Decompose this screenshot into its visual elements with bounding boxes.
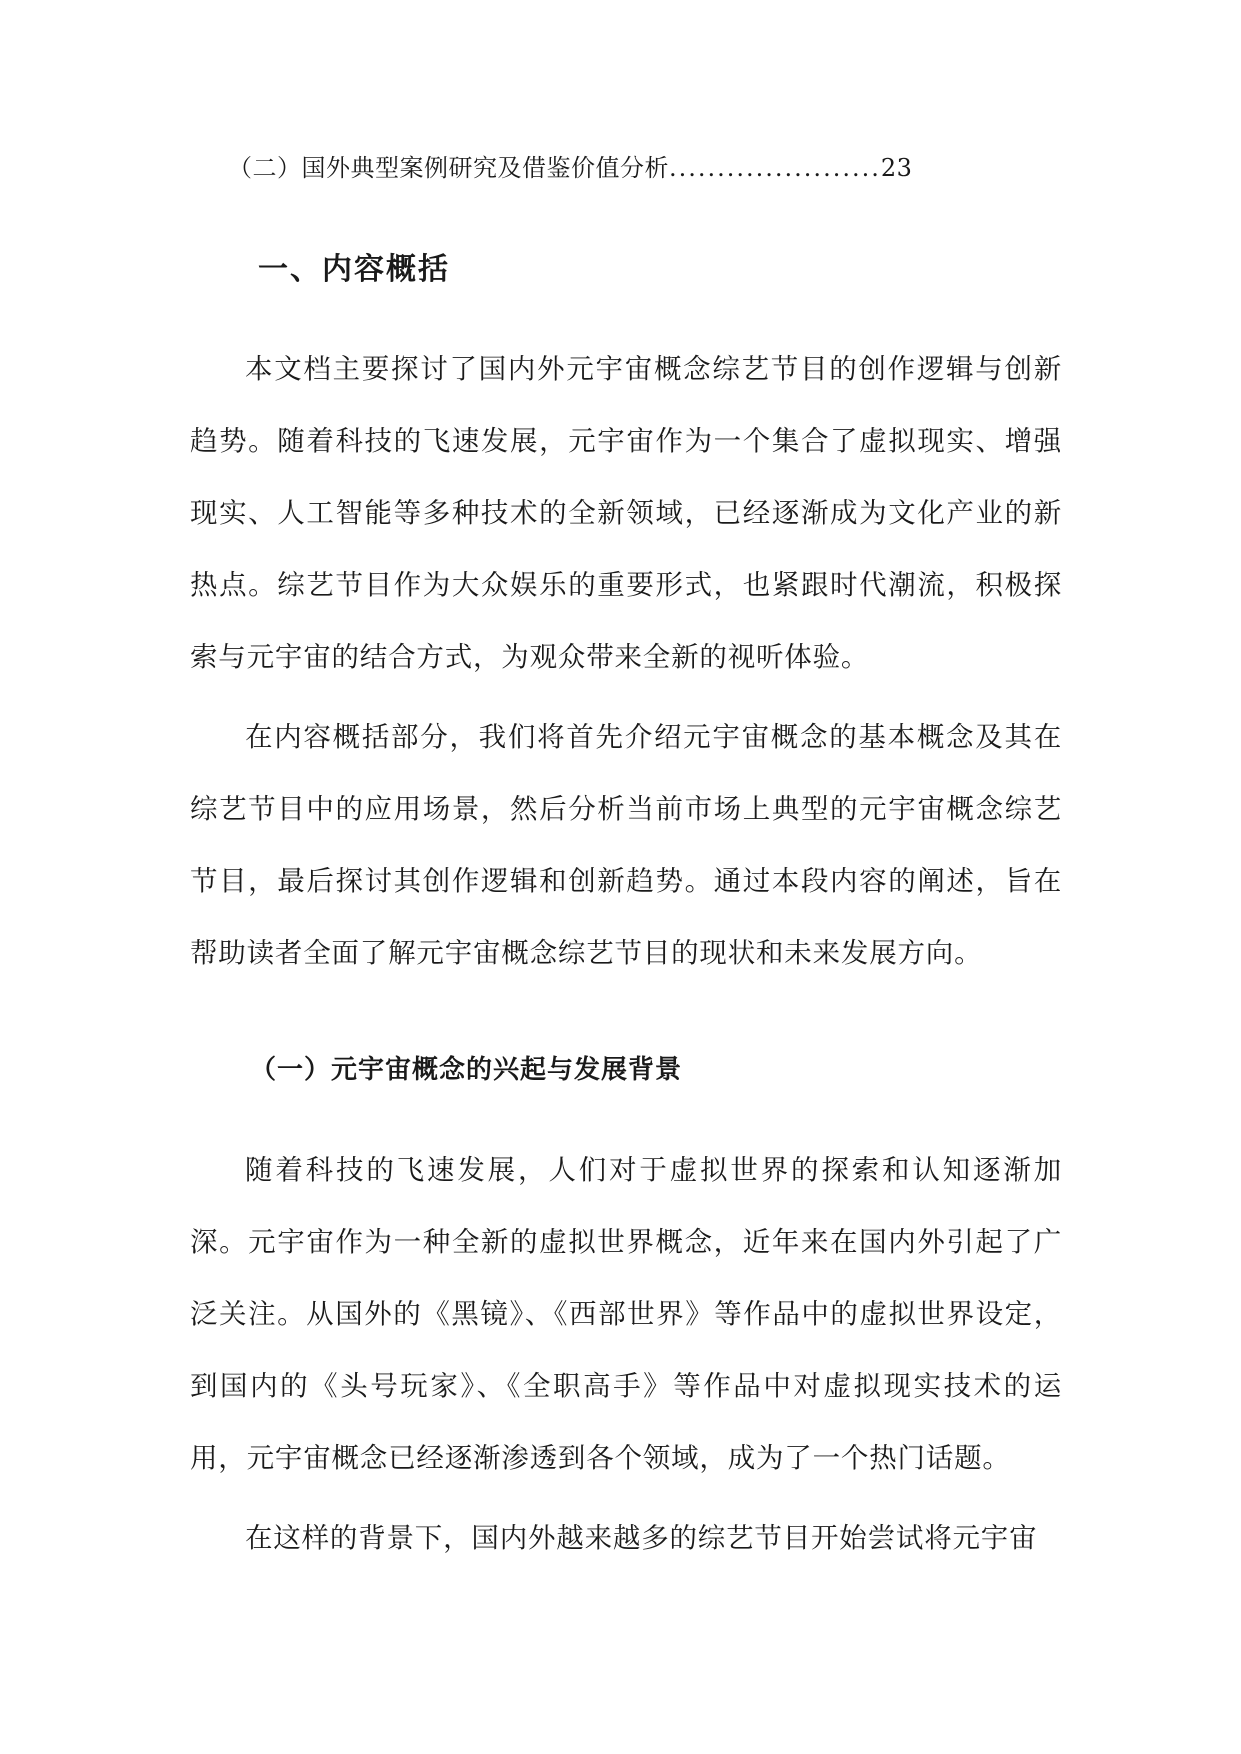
- body-paragraph: 本文档主要探讨了国内外元宇宙概念综艺节目的创作逻辑与创新趋势。随着科技的飞速发展，元宇宙作为一个集合了虚拟现实、增强现实、人工智能等多种技术的全新领域，已经逐渐成为文化产业的新热点。综艺节目作为大众娱乐的重要形式，也紧跟时代潮流，积极探索与元宇宙的结合方式，为观众带来全新的视听体验。: [190, 353, 1062, 673]
- body-paragraph: 在这样的背景下，国内外越来越多的综艺节目开始尝试将元宇宙: [245, 1522, 1038, 1554]
- toc-leader-dots: ......................: [669, 154, 881, 182]
- toc-entry-title: （二）国外典型案例研究及借鉴价值分析: [228, 154, 669, 182]
- subsection-heading: （一）元宇宙概念的兴起与发展背景: [250, 1055, 683, 1085]
- body-paragraph: 随着科技的飞速发展，人们对于虚拟世界的探索和认知逐渐加深。元宇宙作为一种全新的虚拟世界概念，近年来在国内外引起了广泛关注。从国外的《黑镜》、《西部世界》等作品中的虚拟世界设定，到国内的《头号玩家》、《全职高手》等作品中对虚拟现实技术的运用，元宇宙概念已经逐渐渗透到各个领域，成为了一个热门话题。: [190, 1154, 1062, 1474]
- toc-entry[interactable]: [228, 152, 968, 184]
- toc-page-number: 23: [880, 154, 913, 182]
- body-paragraph: 在内容概括部分，我们将首先介绍元宇宙概念的基本概念及其在综艺节目中的应用场景，然后分析当前市场上典型的元宇宙概念综艺节目，最后探讨其创作逻辑和创新趋势。通过本段内容的阐述，旨在帮助读者全面了解元宇宙概念综艺节目的现状和未来发展方向。: [190, 721, 1062, 969]
- section-heading: 一、内容概括: [258, 252, 450, 287]
